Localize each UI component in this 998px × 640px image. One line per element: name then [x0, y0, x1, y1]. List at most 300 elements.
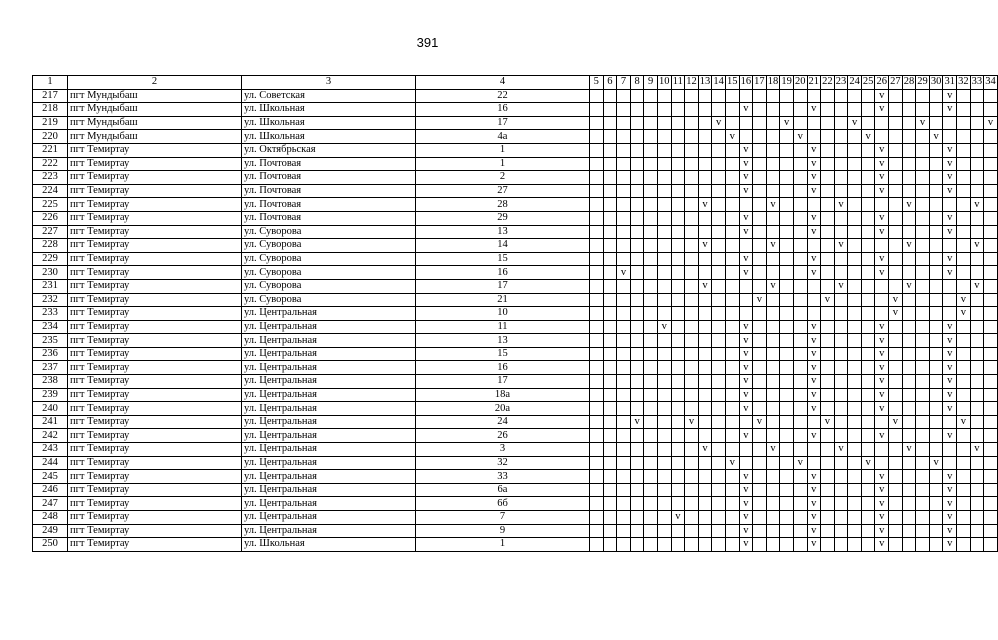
- row-number: 248: [33, 511, 68, 525]
- mark-cell: [766, 143, 780, 157]
- mark-cell: [698, 320, 712, 334]
- mark-cell: v: [943, 538, 957, 552]
- mark-cell: [970, 157, 984, 171]
- mark-cell: [834, 171, 848, 185]
- mark-cell: [644, 157, 658, 171]
- mark-cell: [685, 239, 699, 253]
- mark-cell: [739, 198, 753, 212]
- mark-cell: [970, 143, 984, 157]
- mark-cell: [970, 415, 984, 429]
- mark-cell: [644, 497, 658, 511]
- mark-cell: [657, 429, 671, 443]
- mark-cell: [943, 116, 957, 130]
- mark-cell: [590, 143, 604, 157]
- mark-cell: [793, 429, 807, 443]
- mark-cell: [834, 470, 848, 484]
- mark-cell: [590, 307, 604, 321]
- mark-cell: [644, 334, 658, 348]
- row-number: 245: [33, 470, 68, 484]
- mark-cell: [821, 225, 835, 239]
- mark-cell: [848, 89, 862, 103]
- mark-cell: [698, 538, 712, 552]
- mark-cell: [617, 198, 631, 212]
- mark-cell: v: [739, 538, 753, 552]
- mark-cell: [793, 497, 807, 511]
- mark-cell: [590, 415, 604, 429]
- mark-cell: v: [807, 157, 821, 171]
- mark-cell: [957, 184, 971, 198]
- mark-cell: v: [929, 456, 943, 470]
- column-header-4: 4: [416, 76, 590, 90]
- mark-cell: [957, 347, 971, 361]
- mark-cell: [957, 388, 971, 402]
- mark-cell: [793, 470, 807, 484]
- mark-cell: v: [875, 375, 889, 389]
- mark-cell: [929, 443, 943, 457]
- mark-cell: [889, 470, 903, 484]
- mark-cell: [725, 470, 739, 484]
- mark-cell: [970, 89, 984, 103]
- mark-cell: [617, 211, 631, 225]
- mark-cell: [889, 184, 903, 198]
- row-number: 218: [33, 103, 68, 117]
- mark-cell: v: [739, 184, 753, 198]
- mark-cell: v: [861, 130, 875, 144]
- mark-cell: [603, 130, 617, 144]
- mark-cell: [821, 538, 835, 552]
- settlement-cell: пгт Мундыбаш: [68, 89, 242, 103]
- mark-cell: [671, 388, 685, 402]
- settlement-cell: пгт Мундыбаш: [68, 130, 242, 144]
- row-number: 244: [33, 456, 68, 470]
- mark-cell: [957, 524, 971, 538]
- mark-cell: [698, 415, 712, 429]
- row-number: 250: [33, 538, 68, 552]
- mark-cell: [712, 456, 726, 470]
- mark-cell: v: [875, 320, 889, 334]
- mark-cell: [698, 511, 712, 525]
- house-cell: 1: [416, 538, 590, 552]
- column-header-22: 22: [822, 76, 833, 88]
- mark-cell: [630, 157, 644, 171]
- mark-cell: [617, 388, 631, 402]
- mark-cell: [929, 239, 943, 253]
- mark-cell: [916, 429, 930, 443]
- table-row: [33, 239, 998, 253]
- mark-cell: [821, 103, 835, 117]
- mark-cell: [970, 470, 984, 484]
- mark-cell: [861, 483, 875, 497]
- mark-cell: v: [657, 320, 671, 334]
- mark-cell: [970, 334, 984, 348]
- mark-cell: [848, 443, 862, 457]
- row-number: 247: [33, 497, 68, 511]
- settlement-cell: пгт Темиртау: [68, 184, 242, 198]
- mark-cell: [617, 293, 631, 307]
- mark-cell: [617, 239, 631, 253]
- mark-cell: [780, 225, 794, 239]
- mark-cell: [889, 211, 903, 225]
- mark-cell: [766, 538, 780, 552]
- mark-cell: [766, 524, 780, 538]
- mark-cell: [617, 483, 631, 497]
- mark-cell: [848, 415, 862, 429]
- mark-cell: v: [739, 388, 753, 402]
- street-cell: ул. Школьная: [242, 103, 416, 117]
- mark-cell: [793, 347, 807, 361]
- mark-cell: [861, 307, 875, 321]
- mark-cell: [780, 538, 794, 552]
- settlement-cell: пгт Темиртау: [68, 225, 242, 239]
- mark-cell: [739, 279, 753, 293]
- mark-cell: [671, 239, 685, 253]
- mark-cell: [671, 293, 685, 307]
- mark-cell: [657, 130, 671, 144]
- mark-cell: v: [807, 334, 821, 348]
- mark-cell: [685, 184, 699, 198]
- mark-cell: [984, 429, 998, 443]
- mark-cell: [957, 443, 971, 457]
- mark-cell: [657, 116, 671, 130]
- street-cell: ул. Центральная: [242, 307, 416, 321]
- mark-cell: [957, 320, 971, 334]
- mark-cell: v: [739, 157, 753, 171]
- table-row: [33, 538, 998, 552]
- settlement-cell: пгт Темиртау: [68, 239, 242, 253]
- mark-cell: v: [821, 293, 835, 307]
- mark-cell: [590, 470, 604, 484]
- mark-cell: [698, 402, 712, 416]
- mark-cell: [929, 266, 943, 280]
- mark-cell: v: [875, 429, 889, 443]
- mark-cell: v: [902, 198, 916, 212]
- mark-cell: v: [875, 157, 889, 171]
- table-row: [33, 456, 998, 470]
- row-number: 238: [33, 375, 68, 389]
- mark-cell: [929, 320, 943, 334]
- mark-cell: v: [957, 293, 971, 307]
- mark-cell: [712, 198, 726, 212]
- mark-cell: [916, 171, 930, 185]
- mark-cell: [875, 415, 889, 429]
- column-header-5: 5: [590, 76, 604, 90]
- mark-cell: [685, 252, 699, 266]
- mark-cell: [725, 497, 739, 511]
- mark-cell: [644, 511, 658, 525]
- mark-cell: [671, 279, 685, 293]
- mark-cell: [617, 89, 631, 103]
- settlement-cell: пгт Темиртау: [68, 211, 242, 225]
- mark-cell: [929, 143, 943, 157]
- mark-cell: [875, 239, 889, 253]
- mark-cell: [807, 130, 821, 144]
- mark-cell: v: [875, 402, 889, 416]
- mark-cell: [671, 361, 685, 375]
- settlement-cell: пгт Темиртау: [68, 252, 242, 266]
- mark-cell: v: [875, 225, 889, 239]
- mark-cell: [603, 483, 617, 497]
- mark-cell: [603, 347, 617, 361]
- mark-cell: v: [698, 198, 712, 212]
- mark-cell: [671, 130, 685, 144]
- mark-cell: [766, 130, 780, 144]
- mark-cell: [739, 443, 753, 457]
- mark-cell: [725, 225, 739, 239]
- mark-cell: v: [957, 307, 971, 321]
- mark-cell: [712, 266, 726, 280]
- street-cell: ул. Школьная: [242, 130, 416, 144]
- mark-cell: v: [834, 198, 848, 212]
- mark-cell: [929, 538, 943, 552]
- house-cell: 1: [416, 143, 590, 157]
- mark-cell: v: [848, 116, 862, 130]
- mark-cell: [712, 130, 726, 144]
- mark-cell: [984, 497, 998, 511]
- mark-cell: [766, 497, 780, 511]
- mark-cell: [617, 130, 631, 144]
- mark-cell: [698, 483, 712, 497]
- mark-cell: v: [739, 375, 753, 389]
- mark-cell: [889, 524, 903, 538]
- mark-cell: [644, 293, 658, 307]
- mark-cell: [902, 524, 916, 538]
- mark-cell: [630, 456, 644, 470]
- mark-cell: [929, 429, 943, 443]
- mark-cell: [657, 171, 671, 185]
- mark-cell: [848, 171, 862, 185]
- mark-cell: [644, 483, 658, 497]
- mark-cell: [644, 538, 658, 552]
- mark-cell: [957, 103, 971, 117]
- mark-cell: [889, 157, 903, 171]
- mark-cell: v: [929, 130, 943, 144]
- mark-cell: [685, 524, 699, 538]
- mark-cell: [766, 307, 780, 321]
- mark-cell: [590, 497, 604, 511]
- mark-cell: v: [725, 456, 739, 470]
- mark-cell: [970, 307, 984, 321]
- mark-cell: [875, 443, 889, 457]
- mark-cell: [712, 470, 726, 484]
- mark-cell: [766, 483, 780, 497]
- mark-cell: v: [739, 361, 753, 375]
- mark-cell: [834, 320, 848, 334]
- mark-cell: [603, 456, 617, 470]
- mark-cell: [766, 225, 780, 239]
- mark-cell: [807, 198, 821, 212]
- mark-cell: [807, 307, 821, 321]
- mark-cell: [739, 456, 753, 470]
- mark-cell: [848, 470, 862, 484]
- mark-cell: [753, 211, 767, 225]
- mark-cell: [970, 375, 984, 389]
- mark-cell: [590, 252, 604, 266]
- mark-cell: [861, 157, 875, 171]
- mark-cell: [902, 266, 916, 280]
- street-cell: ул. Почтовая: [242, 198, 416, 212]
- mark-cell: [821, 211, 835, 225]
- mark-cell: [793, 198, 807, 212]
- mark-cell: v: [807, 320, 821, 334]
- settlement-cell: пгт Темиртау: [68, 293, 242, 307]
- settlement-cell: пгт Темиртау: [68, 347, 242, 361]
- mark-cell: [957, 511, 971, 525]
- mark-cell: [848, 334, 862, 348]
- mark-cell: [725, 279, 739, 293]
- mark-cell: [943, 443, 957, 457]
- mark-cell: v: [943, 334, 957, 348]
- mark-cell: [685, 279, 699, 293]
- mark-cell: [780, 511, 794, 525]
- column-header-6: 6: [603, 76, 617, 90]
- mark-cell: [916, 198, 930, 212]
- mark-cell: [590, 334, 604, 348]
- mark-cell: [834, 130, 848, 144]
- mark-cell: [834, 361, 848, 375]
- mark-cell: [807, 443, 821, 457]
- table-row: [33, 402, 998, 416]
- house-cell: 26: [416, 429, 590, 443]
- mark-cell: [671, 116, 685, 130]
- mark-cell: [861, 89, 875, 103]
- table-row: [33, 143, 998, 157]
- mark-cell: [889, 171, 903, 185]
- mark-cell: v: [875, 184, 889, 198]
- mark-cell: [793, 89, 807, 103]
- mark-cell: [834, 252, 848, 266]
- mark-cell: [590, 511, 604, 525]
- mark-cell: [725, 143, 739, 157]
- mark-cell: [916, 402, 930, 416]
- row-number: 232: [33, 293, 68, 307]
- mark-cell: [657, 252, 671, 266]
- row-number: 227: [33, 225, 68, 239]
- house-cell: 15: [416, 252, 590, 266]
- row-number: 233: [33, 307, 68, 321]
- street-cell: ул. Центральная: [242, 483, 416, 497]
- column-header-17: 17: [754, 76, 765, 88]
- mark-cell: [970, 538, 984, 552]
- street-cell: ул. Центральная: [242, 497, 416, 511]
- mark-cell: v: [875, 103, 889, 117]
- mark-cell: [603, 279, 617, 293]
- mark-cell: [630, 143, 644, 157]
- mark-cell: v: [984, 116, 998, 130]
- row-number: 235: [33, 334, 68, 348]
- mark-cell: [766, 361, 780, 375]
- mark-cell: [861, 239, 875, 253]
- settlement-cell: пгт Темиртау: [68, 388, 242, 402]
- street-cell: ул. Центральная: [242, 470, 416, 484]
- mark-cell: [603, 211, 617, 225]
- mark-cell: [766, 334, 780, 348]
- house-cell: 16: [416, 361, 590, 375]
- mark-cell: [766, 157, 780, 171]
- table-row: [33, 470, 998, 484]
- mark-cell: [889, 538, 903, 552]
- mark-cell: [902, 402, 916, 416]
- mark-cell: [780, 143, 794, 157]
- mark-cell: [766, 456, 780, 470]
- mark-cell: [644, 89, 658, 103]
- mark-cell: v: [766, 279, 780, 293]
- mark-cell: [685, 307, 699, 321]
- mark-cell: [753, 103, 767, 117]
- mark-cell: [889, 347, 903, 361]
- row-number: 226: [33, 211, 68, 225]
- mark-cell: [698, 184, 712, 198]
- mark-cell: [698, 157, 712, 171]
- mark-cell: [712, 415, 726, 429]
- mark-cell: [712, 538, 726, 552]
- mark-cell: [685, 361, 699, 375]
- mark-cell: [657, 334, 671, 348]
- mark-cell: [834, 307, 848, 321]
- mark-cell: [916, 103, 930, 117]
- mark-cell: [793, 279, 807, 293]
- mark-cell: [712, 307, 726, 321]
- mark-cell: [861, 402, 875, 416]
- mark-cell: [630, 266, 644, 280]
- mark-cell: [685, 103, 699, 117]
- mark-cell: [889, 443, 903, 457]
- mark-cell: [671, 483, 685, 497]
- mark-cell: v: [943, 388, 957, 402]
- settlement-cell: пгт Темиртау: [68, 497, 242, 511]
- mark-cell: [657, 415, 671, 429]
- mark-cell: [970, 511, 984, 525]
- mark-cell: [630, 307, 644, 321]
- mark-cell: [929, 89, 943, 103]
- mark-cell: [590, 171, 604, 185]
- table-row: [33, 497, 998, 511]
- mark-cell: v: [807, 184, 821, 198]
- mark-cell: v: [780, 116, 794, 130]
- mark-cell: [916, 225, 930, 239]
- table-row: [33, 266, 998, 280]
- mark-cell: [725, 347, 739, 361]
- settlement-cell: пгт Темиртау: [68, 143, 242, 157]
- mark-cell: [671, 157, 685, 171]
- mark-cell: [957, 483, 971, 497]
- mark-cell: [916, 143, 930, 157]
- house-cell: 28: [416, 198, 590, 212]
- table-row: [33, 225, 998, 239]
- mark-cell: [630, 198, 644, 212]
- street-cell: ул. Почтовая: [242, 171, 416, 185]
- mark-cell: [970, 116, 984, 130]
- mark-cell: [848, 538, 862, 552]
- row-number: 246: [33, 483, 68, 497]
- mark-cell: [753, 143, 767, 157]
- mark-cell: [753, 198, 767, 212]
- mark-cell: [970, 103, 984, 117]
- mark-cell: [603, 361, 617, 375]
- mark-cell: [657, 279, 671, 293]
- mark-cell: [657, 307, 671, 321]
- mark-cell: [753, 388, 767, 402]
- house-cell: 9: [416, 524, 590, 538]
- mark-cell: [943, 198, 957, 212]
- mark-cell: [685, 538, 699, 552]
- mark-cell: v: [739, 524, 753, 538]
- mark-cell: [807, 279, 821, 293]
- mark-cell: [712, 279, 726, 293]
- mark-cell: v: [807, 252, 821, 266]
- street-cell: ул. Центральная: [242, 456, 416, 470]
- column-header-15: 15: [726, 76, 738, 88]
- mark-cell: [984, 252, 998, 266]
